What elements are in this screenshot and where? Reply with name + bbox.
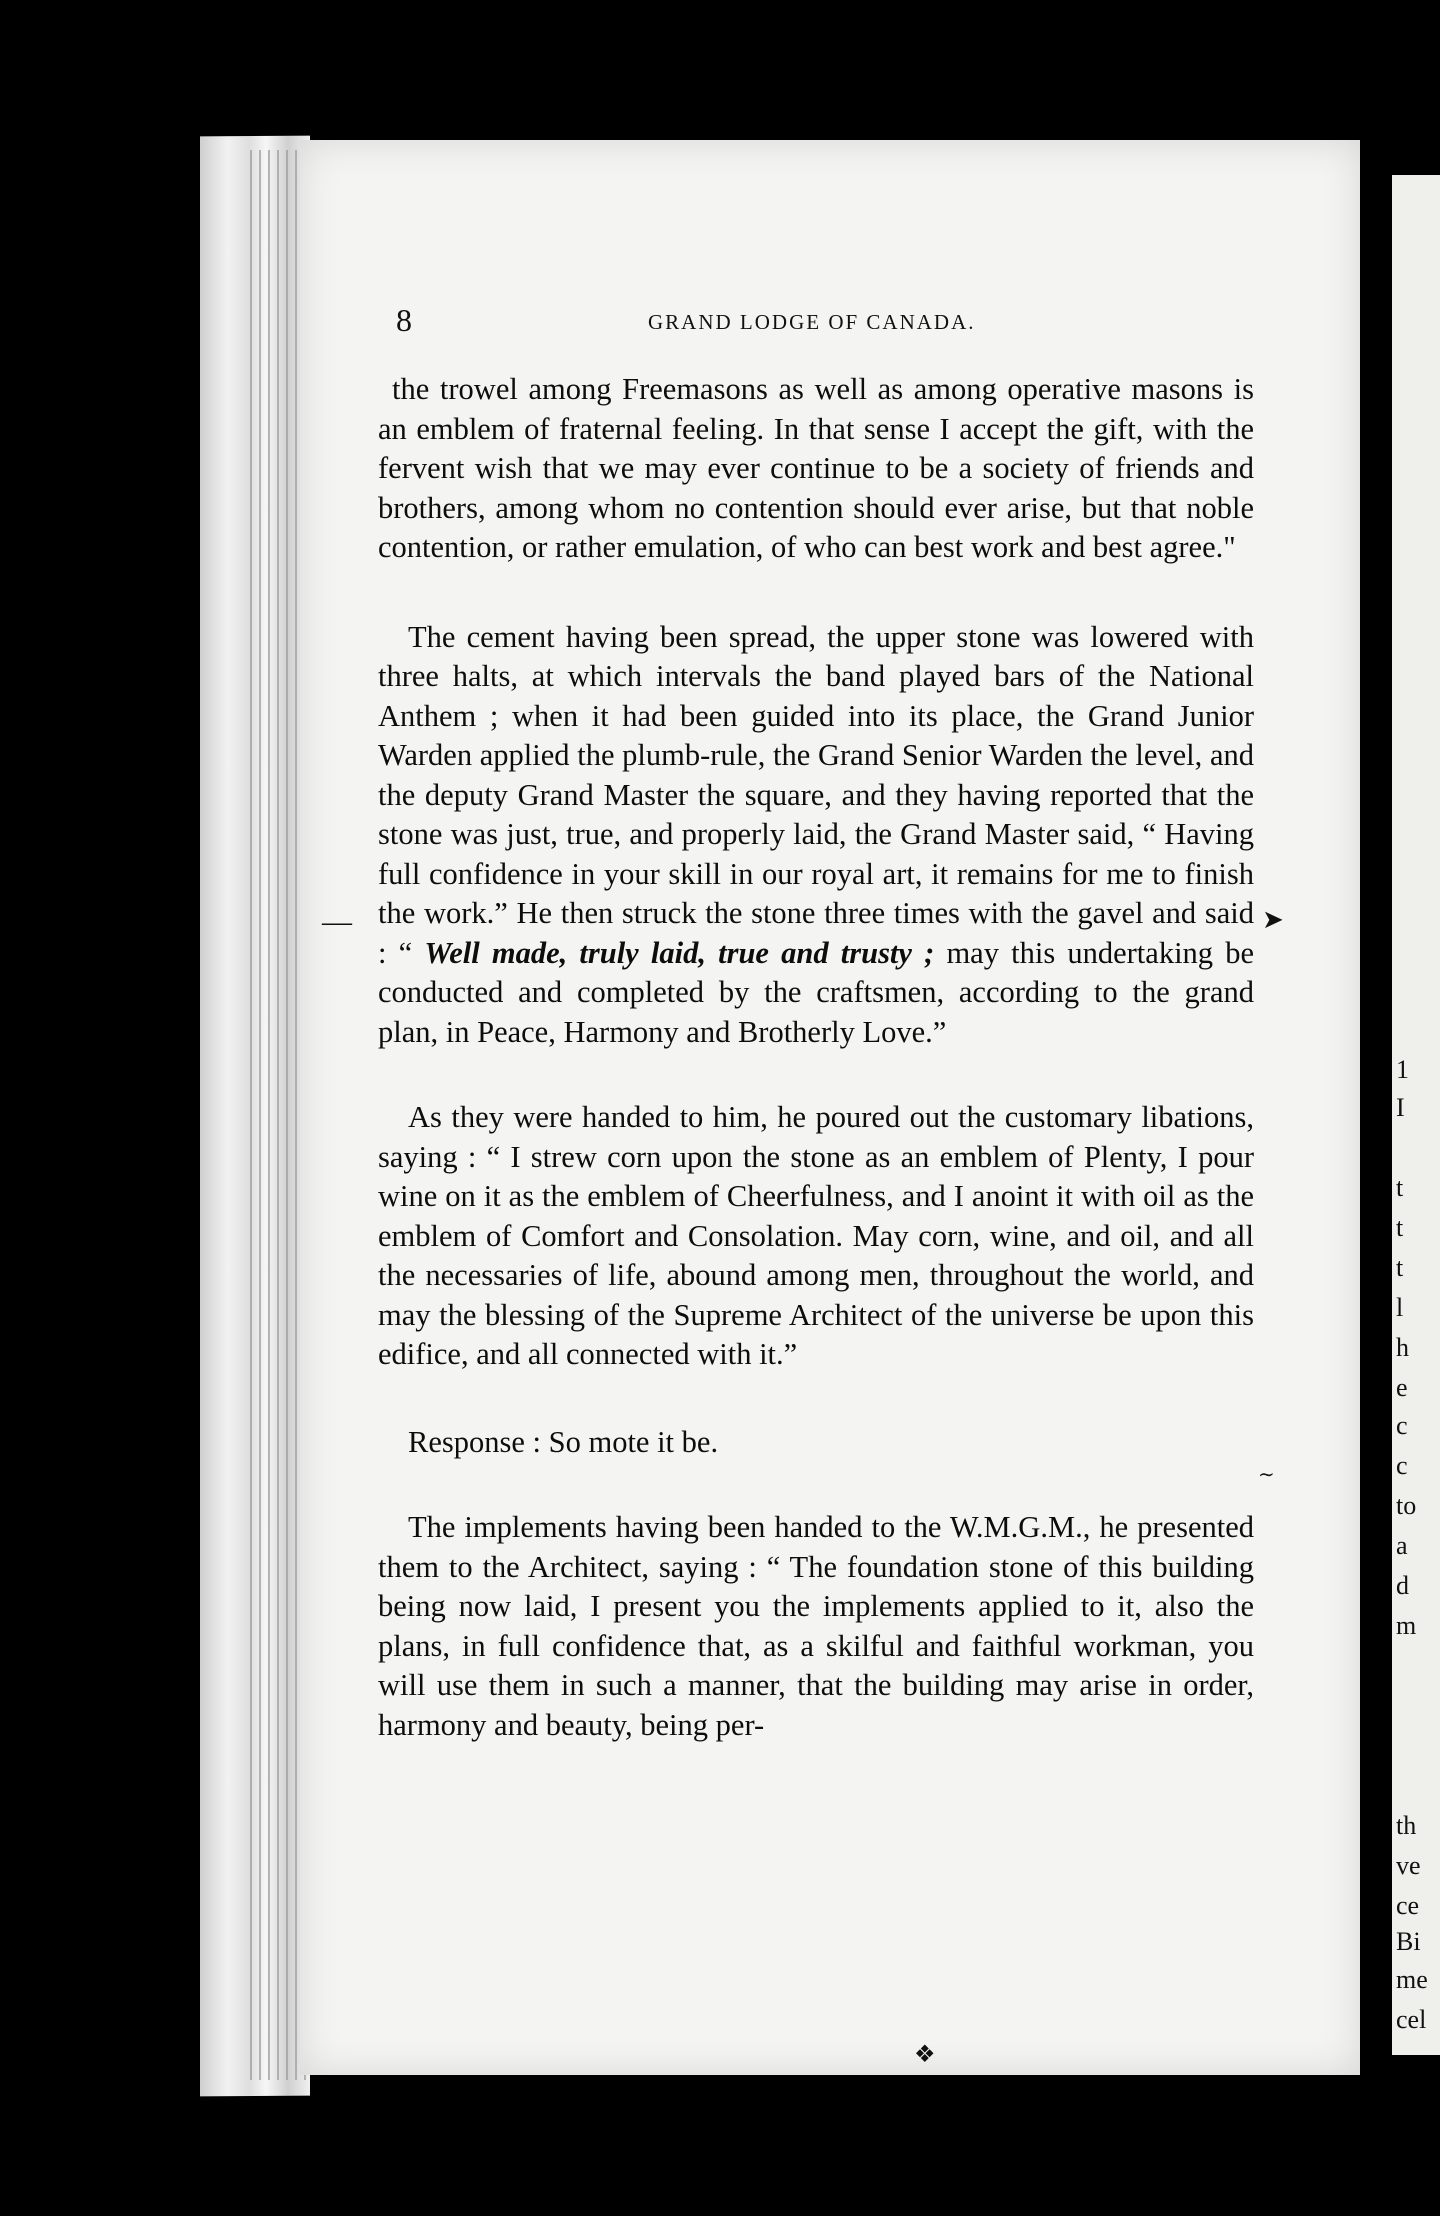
facing-page-letter: c [1396, 1411, 1408, 1440]
facing-page-letter: 1 [1396, 1055, 1409, 1084]
page-ornament: ❖ [914, 2042, 936, 2068]
paragraph-2-text-before: The cement having been spread, the upper stone was lowered with three halts, at which intervals the band played bars of the National Anthem ; when it had been guided into its place, the Grand Junior Warden applied the plumb-rule, the Grand Senior Warden the level, and the deputy Grand Master the square, and they having reported that the stone was just, true, and properly laid, the Grand Master said, “ Having full confidence in your skill in our royal art, it remains for me to finish the work.” He then struck the stone three times with the gavel and said : “ [378, 619, 1254, 970]
paragraph-1: the trowel among Freemasons as well as among operative masons is an emblem of fraternal feeling. In that sense I accept the gift, with the fervent wish that we may ever continue to be a society of friends and brothers, among whom no contention should ever arise, but that noble contention, or rather emulation, of who can best work and best agree." [378, 372, 1254, 564]
facing-page-letter: I [1396, 1093, 1405, 1122]
facing-page-letter: ce [1396, 1891, 1420, 1920]
paragraph-3: As they were handed to him, he poured out the customary libations, saying : “ I strew corn upon the stone as an emblem of Plenty, I pour wine on it as the emblem of Cheerfulness, and I anoint it with oil as the emblem of Comfort and Consolation. May corn, wine, and oil, and all the necessaries of life, abound among men, throughout the world, and may the blessing of the Supreme Architect of the universe be upon this edifice, and all connected with it.” [378, 1100, 1254, 1371]
paragraph-2-text-after: may this undertaking be conducted and completed by the craftsmen, according to the grand plan, in Peace, Harmony and Brotherly Love.” [378, 935, 1254, 1049]
facing-page-letter: to [1396, 1491, 1417, 1520]
margin-mark-smudge: ∼ [1258, 1464, 1275, 1486]
running-head: GRAND LODGE OF CANADA. [648, 310, 976, 334]
facing-page-letter: t [1396, 1253, 1404, 1282]
facing-page-letter: me [1396, 1965, 1428, 1994]
paragraph-2 [378, 618, 1254, 1053]
facing-page-letter: ve [1396, 1851, 1421, 1880]
facing-page-letter: d [1396, 1571, 1409, 1600]
facing-page-fragment [1392, 175, 1440, 2055]
page-number: 8 [396, 302, 412, 338]
paragraph-2-emphasis: Well made, truly laid, true and trusty ; [424, 935, 935, 970]
margin-mark-dash: — [322, 905, 352, 938]
facing-page-letter: m [1396, 1611, 1417, 1640]
facing-page-letter: e [1396, 1373, 1408, 1402]
facing-page-letter: c [1396, 1451, 1408, 1480]
margin-mark-arrow: ➤ [1262, 905, 1284, 934]
page-body [378, 370, 1254, 1745]
facing-page-letter: h [1396, 1333, 1409, 1362]
facing-page-letter: th [1396, 1811, 1417, 1840]
paragraph-4: Response : So mote it be. [408, 1424, 719, 1459]
facing-page-letter: a [1396, 1531, 1408, 1560]
facing-page-letter: t [1396, 1213, 1404, 1242]
paragraph-5: The implements having been handed to the W.M.G.M., he presented them to the Architect, saying : “ The foundation stone of this building being now laid, I present you the implements applied to it, also the plans, in full confidence that, as a skilful and faithful workman, you will use them in such a manner, that the building may arise in order, harmony and beauty, being per- [378, 1510, 1254, 1742]
facing-page-letter: cel [1396, 2005, 1427, 2034]
facing-page-letter: l [1396, 1293, 1404, 1322]
facing-page-letter: t [1396, 1173, 1404, 1202]
facing-page-letter: Bi [1396, 1927, 1421, 1956]
